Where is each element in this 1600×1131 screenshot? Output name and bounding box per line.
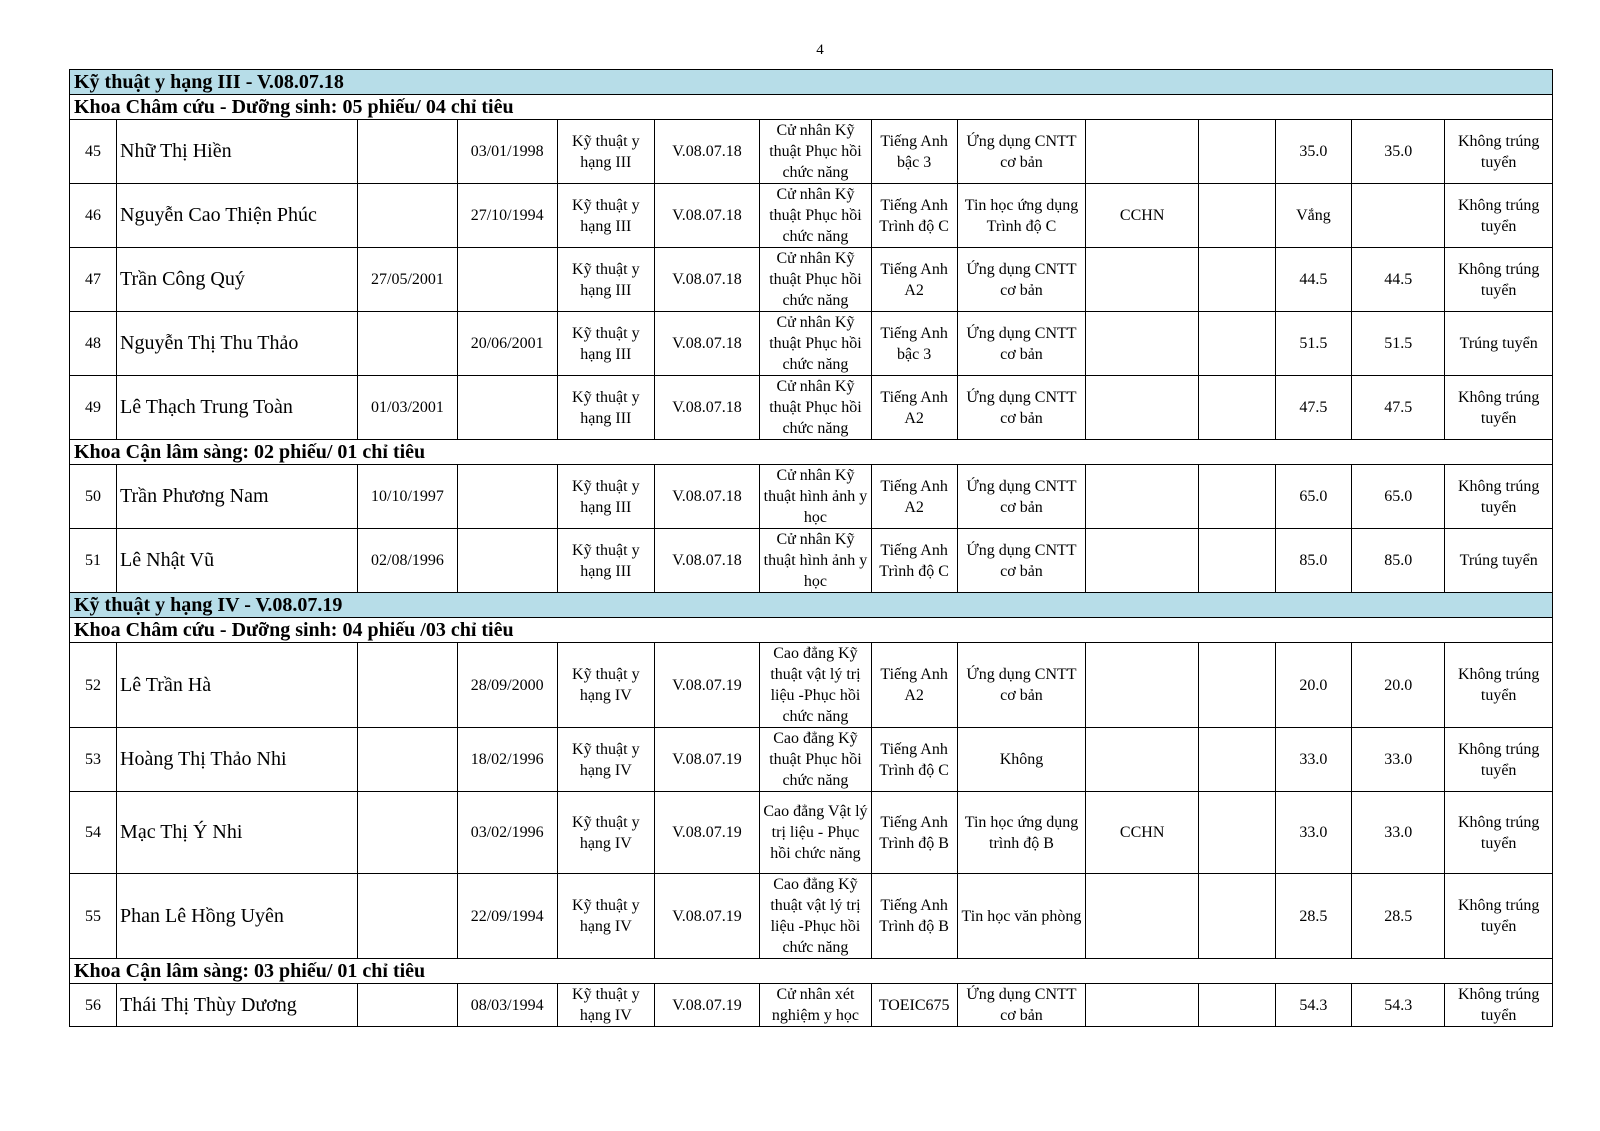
it-skill-cell: Ứng dụng CNTT cơ bản	[957, 529, 1086, 593]
total-score-cell: 47.5	[1352, 376, 1445, 440]
position-code-cell: V.08.07.18	[654, 312, 759, 376]
dob-female-cell: 20/06/2001	[457, 312, 557, 376]
department-header-row	[70, 618, 1553, 643]
certificate-cell: CCHN	[1086, 792, 1198, 874]
position-cell: Kỹ thuật y hạng III	[557, 465, 654, 529]
total-score-cell: 33.0	[1352, 728, 1445, 792]
certificate-cell	[1086, 643, 1198, 728]
position-code-cell: V.08.07.19	[654, 728, 759, 792]
result-cell: Trúng tuyển	[1445, 529, 1553, 593]
degree-cell: Cử nhân Kỹ thuật hình ảnh y học	[760, 529, 871, 593]
total-score-cell	[1352, 184, 1445, 248]
dob-male-cell: 02/08/1996	[358, 529, 457, 593]
table-row	[70, 312, 1553, 376]
result-cell: Không trúng tuyển	[1445, 376, 1553, 440]
dob-male-cell: 10/10/1997	[358, 465, 457, 529]
it-skill-cell: Tin học ứng dụng Trình độ C	[957, 184, 1086, 248]
dob-male-cell	[358, 728, 457, 792]
it-skill-cell: Ứng dụng CNTT cơ bản	[957, 376, 1086, 440]
score-cell: 47.5	[1275, 376, 1352, 440]
dob-female-cell	[457, 529, 557, 593]
position-code-cell: V.08.07.18	[654, 120, 759, 184]
certificate-cell	[1086, 874, 1198, 959]
priority-cell	[1198, 465, 1275, 529]
result-cell: Không trúng tuyển	[1445, 248, 1553, 312]
result-cell: Không trúng tuyển	[1445, 984, 1553, 1027]
result-cell: Không trúng tuyển	[1445, 120, 1553, 184]
result-cell: Không trúng tuyển	[1445, 874, 1553, 959]
stt-cell: 48	[70, 312, 117, 376]
it-skill-cell: Tin học ứng dụng trình độ B	[957, 792, 1086, 874]
score-cell: 33.0	[1275, 792, 1352, 874]
candidate-results-table	[69, 69, 1553, 1027]
degree-cell: Cử nhân Kỹ thuật Phục hồi chức năng	[760, 120, 871, 184]
score-cell: 28.5	[1275, 874, 1352, 959]
total-score-cell: 85.0	[1352, 529, 1445, 593]
department-title: Khoa Châm cứu - Dưỡng sinh: 04 phiếu /03 chỉ tiêu	[70, 618, 1553, 643]
table-row	[70, 792, 1553, 874]
dob-female-cell	[457, 376, 557, 440]
section-header-row	[70, 70, 1553, 95]
position-code-cell: V.08.07.18	[654, 529, 759, 593]
candidate-name-cell: Hoàng Thị Thảo Nhi	[117, 728, 358, 792]
position-code-cell: V.08.07.18	[654, 248, 759, 312]
page-number: 4	[816, 42, 824, 58]
department-header-row	[70, 95, 1553, 120]
total-score-cell: 33.0	[1352, 792, 1445, 874]
table-row	[70, 376, 1553, 440]
dob-male-cell	[358, 120, 457, 184]
position-code-cell: V.08.07.18	[654, 376, 759, 440]
degree-cell: Cử nhân Kỹ thuật Phục hồi chức năng	[760, 184, 871, 248]
certificate-cell	[1086, 120, 1198, 184]
language-cell: TOEIC675	[871, 984, 957, 1027]
stt-cell: 52	[70, 643, 117, 728]
department-title: Khoa Cận lâm sàng: 03 phiếu/ 01 chỉ tiêu	[70, 959, 1553, 984]
position-code-cell: V.08.07.19	[654, 792, 759, 874]
it-skill-cell: Ứng dụng CNTT cơ bản	[957, 643, 1086, 728]
priority-cell	[1198, 874, 1275, 959]
result-cell: Không trúng tuyển	[1445, 792, 1553, 874]
degree-cell: Cử nhân Kỹ thuật Phục hồi chức năng	[760, 312, 871, 376]
certificate-cell	[1086, 376, 1198, 440]
position-code-cell: V.08.07.19	[654, 984, 759, 1027]
position-cell: Kỹ thuật y hạng IV	[557, 728, 654, 792]
table-row	[70, 874, 1553, 959]
it-skill-cell: Ứng dụng CNTT cơ bản	[957, 465, 1086, 529]
it-skill-cell: Ứng dụng CNTT cơ bản	[957, 312, 1086, 376]
stt-cell: 53	[70, 728, 117, 792]
degree-cell: Cao đẳng Kỹ thuật vật lý trị liệu -Phục hồi chức năng	[760, 874, 871, 959]
position-code-cell: V.08.07.19	[654, 643, 759, 728]
position-cell: Kỹ thuật y hạng IV	[557, 984, 654, 1027]
language-cell: Tiếng Anh A2	[871, 248, 957, 312]
department-title: Khoa Cận lâm sàng: 02 phiếu/ 01 chỉ tiêu	[70, 440, 1553, 465]
language-cell: Tiếng Anh bậc 3	[871, 312, 957, 376]
priority-cell	[1198, 312, 1275, 376]
candidate-name-cell: Nhữ Thị Hiền	[117, 120, 358, 184]
score-cell: 65.0	[1275, 465, 1352, 529]
total-score-cell: 54.3	[1352, 984, 1445, 1027]
priority-cell	[1198, 529, 1275, 593]
result-cell: Không trúng tuyển	[1445, 643, 1553, 728]
stt-cell: 47	[70, 248, 117, 312]
candidate-name-cell: Nguyễn Cao Thiện Phúc	[117, 184, 358, 248]
position-cell: Kỹ thuật y hạng III	[557, 376, 654, 440]
department-header-row	[70, 959, 1553, 984]
table-row	[70, 465, 1553, 529]
position-cell: Kỹ thuật y hạng III	[557, 248, 654, 312]
position-cell: Kỹ thuật y hạng IV	[557, 792, 654, 874]
degree-cell: Cử nhân Kỹ thuật Phục hồi chức năng	[760, 248, 871, 312]
total-score-cell: 65.0	[1352, 465, 1445, 529]
certificate-cell	[1086, 248, 1198, 312]
position-cell: Kỹ thuật y hạng IV	[557, 643, 654, 728]
dob-female-cell: 08/03/1994	[457, 984, 557, 1027]
language-cell: Tiếng Anh Trình độ C	[871, 184, 957, 248]
stt-cell: 46	[70, 184, 117, 248]
it-skill-cell: Tin học văn phòng	[957, 874, 1086, 959]
dob-male-cell	[358, 643, 457, 728]
dob-male-cell	[358, 874, 457, 959]
position-code-cell: V.08.07.19	[654, 874, 759, 959]
score-cell: Vắng	[1275, 184, 1352, 248]
dob-female-cell: 28/09/2000	[457, 643, 557, 728]
degree-cell: Cử nhân Kỹ thuật hình ảnh y học	[760, 465, 871, 529]
candidate-name-cell: Thái Thị Thùy Dương	[117, 984, 358, 1027]
dob-female-cell: 03/02/1996	[457, 792, 557, 874]
department-header-row	[70, 440, 1553, 465]
priority-cell	[1198, 376, 1275, 440]
priority-cell	[1198, 120, 1275, 184]
candidate-name-cell: Trần Phương Nam	[117, 465, 358, 529]
candidate-name-cell: Lê Trần Hà	[117, 643, 358, 728]
total-score-cell: 35.0	[1352, 120, 1445, 184]
table-body	[70, 70, 1553, 1027]
stt-cell: 49	[70, 376, 117, 440]
position-cell: Kỹ thuật y hạng IV	[557, 874, 654, 959]
certificate-cell	[1086, 312, 1198, 376]
degree-cell: Cao đẳng Kỹ thuật Phục hồi chức năng	[760, 728, 871, 792]
table-row	[70, 529, 1553, 593]
dob-male-cell	[358, 792, 457, 874]
candidate-name-cell: Phan Lê Hồng Uyên	[117, 874, 358, 959]
it-skill-cell: Không	[957, 728, 1086, 792]
table-row	[70, 643, 1553, 728]
total-score-cell: 51.5	[1352, 312, 1445, 376]
score-cell: 35.0	[1275, 120, 1352, 184]
dob-female-cell	[457, 248, 557, 312]
priority-cell	[1198, 792, 1275, 874]
language-cell: Tiếng Anh Trình độ B	[871, 792, 957, 874]
dob-male-cell	[358, 984, 457, 1027]
section-title: Kỹ thuật y hạng III - V.08.07.18	[70, 70, 1553, 95]
score-cell: 85.0	[1275, 529, 1352, 593]
degree-cell: Cao đẳng Vật lý trị liệu - Phục hồi chức năng	[760, 792, 871, 874]
position-cell: Kỹ thuật y hạng III	[557, 120, 654, 184]
stt-cell: 45	[70, 120, 117, 184]
dob-male-cell	[358, 312, 457, 376]
language-cell: Tiếng Anh Trình độ C	[871, 529, 957, 593]
position-cell: Kỹ thuật y hạng III	[557, 312, 654, 376]
priority-cell	[1198, 184, 1275, 248]
stt-cell: 55	[70, 874, 117, 959]
result-cell: Không trúng tuyển	[1445, 728, 1553, 792]
position-code-cell: V.08.07.18	[654, 465, 759, 529]
priority-cell	[1198, 984, 1275, 1027]
it-skill-cell: Ứng dụng CNTT cơ bản	[957, 984, 1086, 1027]
total-score-cell: 28.5	[1352, 874, 1445, 959]
priority-cell	[1198, 248, 1275, 312]
candidate-name-cell: Mạc Thị Ý Nhi	[117, 792, 358, 874]
total-score-cell: 44.5	[1352, 248, 1445, 312]
dob-male-cell: 27/05/2001	[358, 248, 457, 312]
degree-cell: Cử nhân Kỹ thuật Phục hồi chức năng	[760, 376, 871, 440]
stt-cell: 56	[70, 984, 117, 1027]
candidate-name-cell: Nguyễn Thị Thu Thảo	[117, 312, 358, 376]
priority-cell	[1198, 728, 1275, 792]
department-title: Khoa Châm cứu - Dưỡng sinh: 05 phiếu/ 04 chỉ tiêu	[70, 95, 1553, 120]
position-cell: Kỹ thuật y hạng III	[557, 184, 654, 248]
certificate-cell	[1086, 984, 1198, 1027]
dob-female-cell: 22/09/1994	[457, 874, 557, 959]
certificate-cell	[1086, 465, 1198, 529]
language-cell: Tiếng Anh A2	[871, 376, 957, 440]
dob-female-cell	[457, 465, 557, 529]
score-cell: 44.5	[1275, 248, 1352, 312]
table-row	[70, 120, 1553, 184]
dob-male-cell: 01/03/2001	[358, 376, 457, 440]
table-row	[70, 984, 1553, 1027]
score-cell: 51.5	[1275, 312, 1352, 376]
candidate-name-cell: Lê Thạch Trung Toàn	[117, 376, 358, 440]
position-code-cell: V.08.07.18	[654, 184, 759, 248]
section-title: Kỹ thuật y hạng IV - V.08.07.19	[70, 593, 1553, 618]
degree-cell: Cử nhân xét nghiệm y học	[760, 984, 871, 1027]
dob-female-cell: 27/10/1994	[457, 184, 557, 248]
candidate-name-cell: Trần Công Quý	[117, 248, 358, 312]
language-cell: Tiếng Anh A2	[871, 643, 957, 728]
certificate-cell: CCHN	[1086, 184, 1198, 248]
certificate-cell	[1086, 728, 1198, 792]
candidate-name-cell: Lê Nhật Vũ	[117, 529, 358, 593]
section-header-row	[70, 593, 1553, 618]
result-cell: Không trúng tuyển	[1445, 465, 1553, 529]
table-row	[70, 184, 1553, 248]
language-cell: Tiếng Anh A2	[871, 465, 957, 529]
score-cell: 54.3	[1275, 984, 1352, 1027]
language-cell: Tiếng Anh Trình độ C	[871, 728, 957, 792]
dob-male-cell	[358, 184, 457, 248]
table-row	[70, 728, 1553, 792]
result-cell: Không trúng tuyển	[1445, 184, 1553, 248]
total-score-cell: 20.0	[1352, 643, 1445, 728]
it-skill-cell: Ứng dụng CNTT cơ bản	[957, 120, 1086, 184]
language-cell: Tiếng Anh Trình độ B	[871, 874, 957, 959]
priority-cell	[1198, 643, 1275, 728]
stt-cell: 54	[70, 792, 117, 874]
stt-cell: 50	[70, 465, 117, 529]
table-row	[70, 248, 1553, 312]
score-cell: 33.0	[1275, 728, 1352, 792]
certificate-cell	[1086, 529, 1198, 593]
result-cell: Trúng tuyển	[1445, 312, 1553, 376]
score-cell: 20.0	[1275, 643, 1352, 728]
position-cell: Kỹ thuật y hạng III	[557, 529, 654, 593]
degree-cell: Cao đẳng Kỹ thuật vật lý trị liệu -Phục hồi chức năng	[760, 643, 871, 728]
it-skill-cell: Ứng dụng CNTT cơ bản	[957, 248, 1086, 312]
language-cell: Tiếng Anh bậc 3	[871, 120, 957, 184]
dob-female-cell: 03/01/1998	[457, 120, 557, 184]
dob-female-cell: 18/02/1996	[457, 728, 557, 792]
stt-cell: 51	[70, 529, 117, 593]
